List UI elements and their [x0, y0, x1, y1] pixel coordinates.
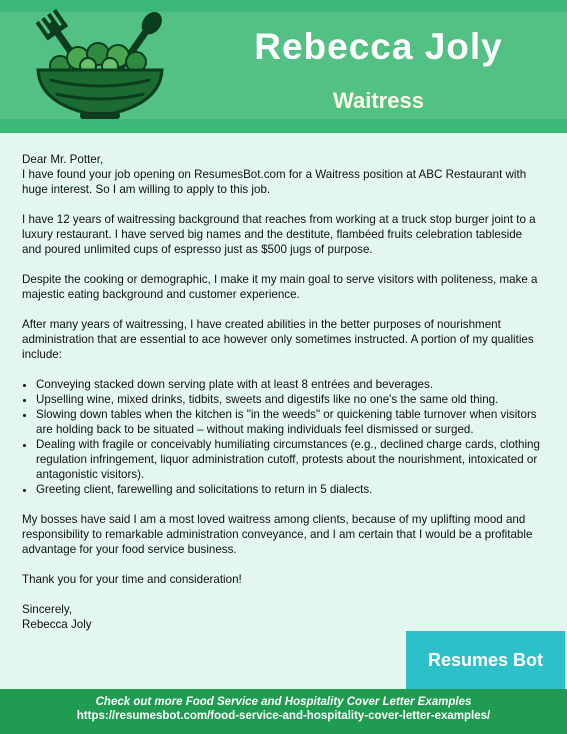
salad-bowl-icon — [10, 8, 190, 123]
qualities-list — [22, 377, 542, 497]
list-item: • Upselling wine, mixed drinks, tidbits, sweets and digestifs like no one's the same old thing. — [36, 392, 542, 407]
paragraph-qualities: After many years of waitressing, I have created abilities in the better purposes of nourishment administration that are essential to ace however only sometimes instructed. A portion of my qualities include: — [22, 318, 534, 361]
paragraph-goal: Despite the cooking or demographic, I make it my main goal to serve visitors with politeness, make a majestic eating background and customer experience. — [22, 273, 538, 301]
greeting: Dear Mr. Potter, — [22, 153, 104, 166]
paragraph-thanks: Thank you for your time and consideration! — [22, 573, 242, 586]
job-title: Waitress — [333, 88, 424, 113]
footer-url-link[interactable]: https://resumesbot.com/food-service-and-hospitality-cover-letter-examples/ — [76, 710, 491, 722]
signature: Rebecca Joly — [22, 618, 92, 631]
paragraph-experience: I have 12 years of waitressing background that reaches from working at a truck stop burger joint to a luxury restaurant. I have served big names and the destitute, flambéed fruits celebration tableside and poured unlimited cups of espresso just as $500 jugs of purpose. — [22, 213, 536, 256]
footer-promo-link[interactable]: Check out more Food Service and Hospitality Cover Letter Examples — [95, 696, 472, 708]
resumes-bot-brand[interactable]: Resumes Bot — [406, 631, 565, 689]
closing: Sincerely, — [22, 603, 73, 616]
list-item: • Slowing down tables when the kitchen is "in the weeds" or quickening table turnover when visitors are holding back to be situated – without making individuals feel dismissed or surged. — [36, 407, 542, 437]
list-item: • Greeting client, farewelling and solicitations to return in 5 dialects. — [36, 482, 542, 497]
list-item: • Dealing with fragile or conceivably humiliating circumstances (e.g., declined charge cards, clothing regulation infringement, liquor administration cutoff, protests about the nourishment, intoxicated or antagonistic visitors). — [36, 437, 542, 482]
list-item: • Conveying stacked down serving plate with at least 8 entrées and beverages. — [36, 377, 542, 392]
paragraph-closing-pitch: My bosses have said I am a most loved waitress among clients, because of my uplifting mood and responsibility to remarkable administration conveyance, and I am certain that I would be a profitable advantage for your food service business. — [22, 513, 533, 556]
cover-letter-body — [22, 152, 542, 632]
header — [0, 0, 567, 133]
footer — [0, 689, 567, 734]
paragraph-intro: I have found your job opening on ResumesBot.com for a Waitress position at ABC Restaurant with huge interest. So I am willing to apply to this job. — [22, 168, 527, 196]
candidate-name: Rebecca Joly — [254, 26, 503, 67]
